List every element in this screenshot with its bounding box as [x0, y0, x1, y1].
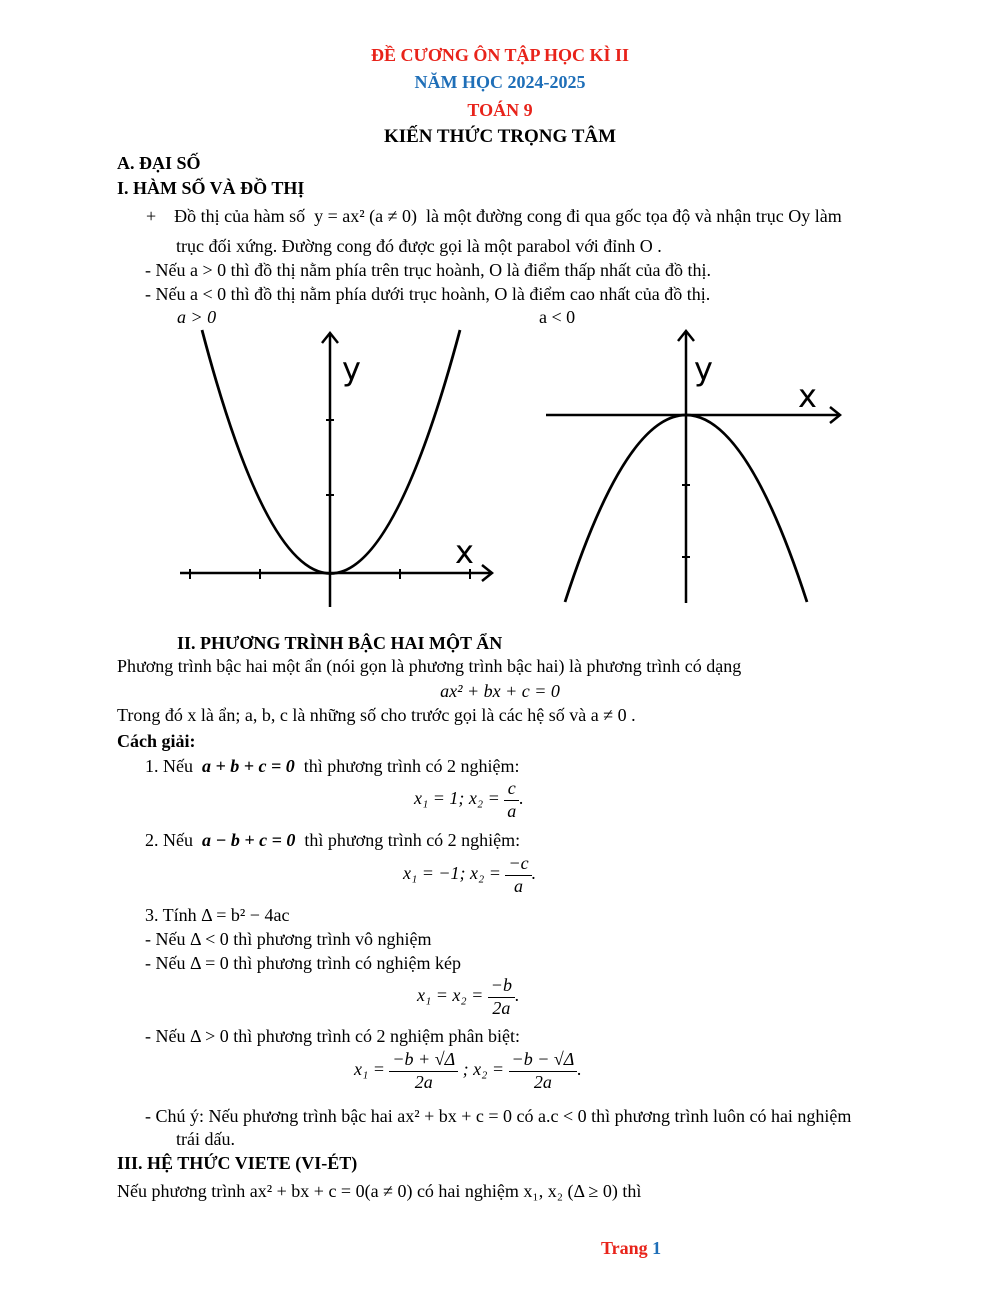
focus-heading: KIẾN THỨC TRỌNG TÂM [383, 126, 617, 147]
note-line-2: trái dấu. [176, 1129, 235, 1149]
bullet-1 [146, 206, 842, 227]
case-2-condition: a − b + c = 0 [202, 830, 296, 850]
x-axis-label: x [455, 533, 474, 571]
page-label: Trang [601, 1238, 648, 1258]
distinct-roots: x₁ = $\frac{-b + √\Delta}{2a}$ ; x₂ = $\frac{-b - √\Delta}{2a}$ . [354, 1049, 582, 1092]
section-3-heading: III. HỆ THỨC VIETE (VI-ÉT) [117, 1153, 358, 1173]
page-footer [601, 1238, 661, 1259]
case-1-pre: 1. Nếu [145, 756, 193, 776]
case-3-discriminant: 3. Tính Δ = b² − 4ac [145, 905, 290, 925]
delta-zero: - Nếu Δ = 0 thì phương trình có nghiệm kép [145, 953, 461, 973]
case-1-post: thì phương trình có 2 nghiệm: [303, 756, 520, 776]
case-2 [145, 830, 520, 851]
school-year: NĂM HỌC 2024-2025 [414, 72, 586, 92]
fraction-minus-c-over-a: $\frac{-c}{a}$ [505, 853, 531, 897]
x-axis-label: x [798, 377, 817, 415]
method-heading: Cách giải: [117, 731, 196, 751]
part-a-heading: A. ĐẠI SỐ [117, 153, 201, 173]
case-1 [145, 756, 520, 777]
fraction-minus-b-over-2a: $\frac{-b}{2a}$ [488, 975, 515, 1019]
general-equation: ax² + bx + c = 0 [440, 681, 560, 701]
coefficients-text: Trong đó x là ẩn; a, b, c là những số cho trước gọi là các hệ số và a ≠ 0 . [117, 705, 636, 725]
y-axis-label: y [342, 350, 361, 388]
delta-positive: - Nếu Δ > 0 thì phương trình có 2 nghiệm phân biệt: [145, 1026, 520, 1046]
case-1-condition: a + b + c = 0 [202, 756, 295, 776]
note-line-1: - Chú ý: Nếu phương trình bậc hai ax² + bx + c = 0 có a.c < 0 thì phương trình luôn có hai nghiệm [145, 1106, 852, 1126]
bullet-a-negative: - Nếu a < 0 thì đồ thị nằm phía dưới trục hoành, O là điểm cao nhất của đồ thị. [145, 284, 711, 304]
case-2-x-labels: x₁ = −1; x₂ = [403, 863, 501, 884]
root-2-label: ; x₂ = [462, 1059, 505, 1080]
plus-marker: + [146, 206, 157, 226]
fraction-c-over-a: $\frac{c}{a}$ [504, 778, 519, 822]
label-a-positive: a > 0 [177, 307, 217, 327]
definition-text: Phương trình bậc hai một ẩn (nói gọn là phương trình bậc hai) là phương trình có dạng [117, 656, 742, 676]
label-a-negative: a < 0 [539, 307, 576, 327]
fraction-root-2: $\frac{-b - √\Delta}{2a}$ [509, 1049, 578, 1093]
bullet-a-positive: - Nếu a > 0 thì đồ thị nằm phía trên trục hoành, O là điểm thấp nhất của đồ thị. [145, 260, 712, 280]
fraction-root-1: $\frac{-b + √\Delta}{2a}$ [389, 1049, 458, 1093]
section-2-heading: II. PHƯƠNG TRÌNH BẬC HAI MỘT ẨN [177, 633, 503, 653]
doc-title: ĐỀ CƯƠNG ÔN TẬP HỌC KÌ II [370, 45, 630, 65]
delta-negative: - Nếu Δ < 0 thì phương trình vô nghiệm [145, 929, 432, 949]
case-2-pre: 2. Nếu [145, 830, 193, 850]
bullet-1-line2: trục đối xứng. Đường cong đó được gọi là một parabol với đỉnh O . [176, 236, 662, 256]
parabola-graph-up [170, 325, 500, 610]
case-2-post: thì phương trình có 2 nghiệm: [304, 830, 521, 850]
viete-intro: Nếu phương trình ax² + bx + c = 0(a ≠ 0) có hai nghiệm x₁, x₂ (Δ ≥ 0) thì [117, 1181, 642, 1201]
parabola-graph-down [540, 325, 850, 610]
y-axis-label: y [694, 350, 713, 388]
subject: TOÁN 9 [467, 100, 533, 120]
case-1-x-labels: x₁ = 1; x₂ = [414, 788, 500, 809]
section-1-heading: I. HÀM SỐ VÀ ĐỒ THỊ [117, 178, 305, 198]
double-root: x₁ = x₂ = $\frac{-b}{2a}$ . [417, 975, 520, 1018]
bullet-1-post: là một đường cong đi qua gốc tọa độ và nhận trục Oy làm [426, 206, 842, 226]
function-formula: y = ax² (a ≠ 0) [314, 206, 418, 226]
root-1-label: x₁ = [354, 1059, 385, 1080]
page-number: 1 [652, 1238, 662, 1258]
bullet-1-pre: Đồ thị của hàm số [174, 206, 306, 226]
case-2-roots: x₁ = −1; x₂ = $\frac{-c}{a}$ . [403, 853, 537, 896]
double-root-x-labels: x₁ = x₂ = [417, 985, 484, 1006]
case-1-roots: x₁ = 1; x₂ = $\frac{c}{a}$ . [414, 778, 524, 821]
